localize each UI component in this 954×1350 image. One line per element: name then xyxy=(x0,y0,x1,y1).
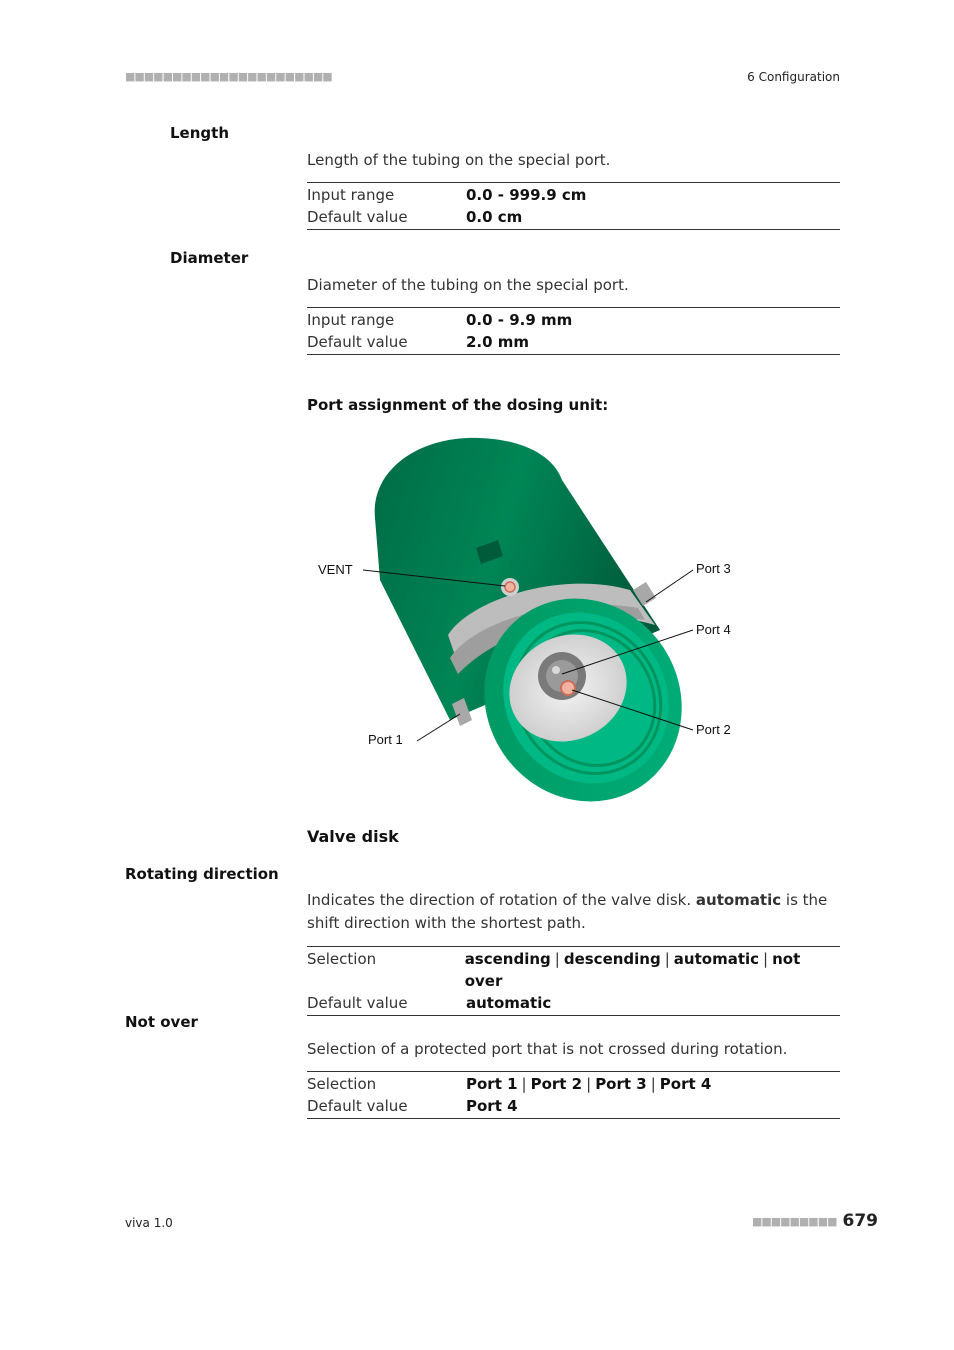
option-descending: descending xyxy=(563,950,661,968)
row-value: 0.0 - 9.9 mm xyxy=(466,311,573,329)
row-value xyxy=(466,1073,711,1095)
option-separator: | xyxy=(650,1075,656,1093)
diameter-heading: Diameter xyxy=(170,249,249,267)
table-row xyxy=(307,1095,840,1117)
chapter-title: 6 Configuration xyxy=(747,70,840,84)
row-label: Selection xyxy=(307,1075,377,1093)
port4-label: Port 4 xyxy=(696,622,731,637)
row-value: 2.0 mm xyxy=(466,333,530,351)
product-version: viva 1.0 xyxy=(125,1216,173,1230)
option-not-over: not over xyxy=(464,950,801,990)
rotating-description-end: is the shift direction with the shortest path. xyxy=(307,891,828,932)
row-label: Default value xyxy=(307,333,408,351)
rotating-table xyxy=(307,946,840,1016)
length-table xyxy=(307,182,840,230)
dosing-unit-body xyxy=(375,438,722,805)
table-row xyxy=(307,206,840,228)
page-number: 679 xyxy=(842,1211,878,1231)
port3-leader xyxy=(646,570,693,602)
row-label: Default value xyxy=(307,208,408,226)
table-row xyxy=(307,309,840,331)
option-port-1: Port 1 xyxy=(466,1075,518,1093)
figure-caption: Port assignment of the dosing unit: xyxy=(307,396,609,414)
length-description: Length of the tubing on the special port. xyxy=(307,151,611,169)
option-port-4: Port 4 xyxy=(659,1075,712,1093)
table-row xyxy=(307,992,840,1014)
port1-label: Port 1 xyxy=(368,732,403,747)
option-port-3: Port 3 xyxy=(595,1075,647,1093)
rotating-description-text: Indicates the direction of rotation of the valve disk. xyxy=(307,891,696,909)
table-row xyxy=(307,184,840,206)
port3-label: Port 3 xyxy=(696,561,731,576)
diameter-table xyxy=(307,307,840,355)
vent-label: VENT xyxy=(318,562,353,577)
rotating-description-bold: automatic xyxy=(695,891,782,909)
option-port-2: Port 2 xyxy=(530,1075,583,1093)
option-separator: | xyxy=(664,950,670,968)
row-label: Default value xyxy=(307,994,408,1012)
page-footer xyxy=(752,1211,878,1231)
option-separator: | xyxy=(586,1075,592,1093)
table-row xyxy=(307,948,840,992)
table-row xyxy=(307,331,840,353)
option-separator: | xyxy=(554,950,560,968)
option-ascending: ascending xyxy=(464,950,551,968)
row-value xyxy=(465,948,840,992)
not-over-table xyxy=(307,1071,840,1119)
not-over-heading: Not over xyxy=(125,1013,198,1031)
diameter-description: Diameter of the tubing on the special port. xyxy=(307,276,629,294)
row-label: Default value xyxy=(307,1097,408,1115)
row-value: Port 4 xyxy=(466,1097,518,1115)
not-over-description: Selection of a protected port that is not crossed during rotation. xyxy=(307,1040,788,1058)
option-separator: | xyxy=(763,950,769,968)
row-value: automatic xyxy=(466,994,552,1012)
header-decoration: ■■■■■■■■■■■■■■■■■■■■■■ xyxy=(125,70,332,83)
footer-decoration: ■■■■■■■■■ xyxy=(751,1214,837,1228)
option-automatic: automatic xyxy=(673,950,760,968)
rotating-description xyxy=(307,889,842,935)
port2-label: Port 2 xyxy=(696,722,731,737)
table-row xyxy=(307,1073,840,1095)
row-label: Input range xyxy=(307,311,395,329)
row-label: Selection xyxy=(307,950,377,968)
port1-leader xyxy=(417,714,460,741)
option-separator: | xyxy=(521,1075,527,1093)
valve-disk-heading: Valve disk xyxy=(307,827,399,846)
dosing-unit-illustration xyxy=(300,430,760,805)
rotating-direction-heading: Rotating direction xyxy=(125,865,279,883)
row-label: Input range xyxy=(307,186,395,204)
row-value: 0.0 cm xyxy=(466,208,523,226)
length-heading: Length xyxy=(170,124,229,142)
row-value: 0.0 - 999.9 cm xyxy=(466,186,587,204)
